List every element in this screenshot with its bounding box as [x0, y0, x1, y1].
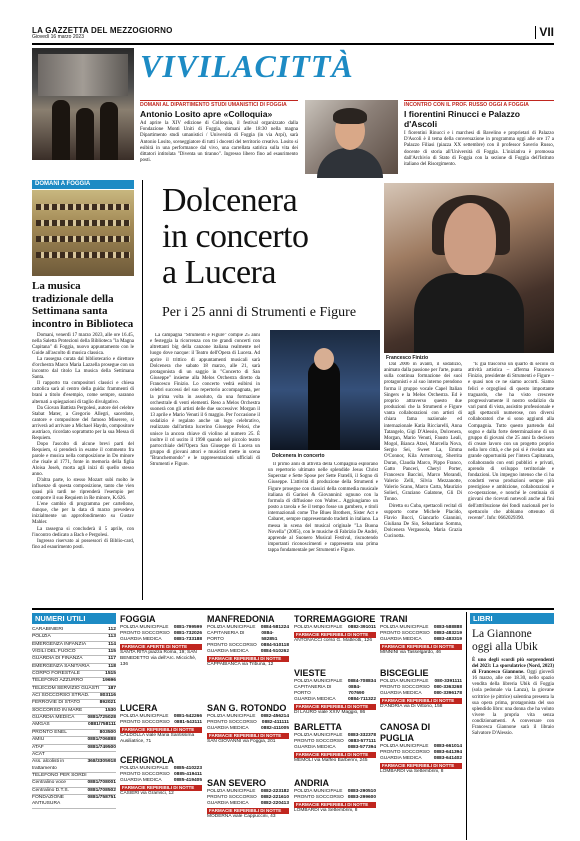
city-number-row [207, 631, 289, 643]
number-value: 080-3396178 [433, 691, 462, 697]
paragraph: Diretta su Cuba, spettacoli recital di supporto come Michele Placido, Flavio Bucci, Giancarlo Giannini, Giuliana De Sio, Sebastiano Somma, Dolcenera Vergassola, Maria Grazia Cucinotta. [384, 503, 462, 540]
concert-photo [270, 330, 380, 450]
pharmacy-address: LOMBARDI via Settembrini, 8 [380, 769, 444, 775]
number-value: 0884-707690 [348, 685, 365, 697]
pharmacy-bar: FARMACIE REPERIBILI DI NOTTE [294, 752, 376, 758]
number-value: 187 [107, 685, 116, 691]
city-name: BARLETTA [294, 722, 342, 732]
number-value: 0882-456214 [260, 714, 289, 719]
number-value: 0883-577111 [348, 739, 376, 745]
number-label: ACAT [32, 751, 45, 757]
number-value: 080-3363268 [433, 685, 462, 691]
paragraph: La rassegna si concluderà il 5 aprile, con l'incontro dedicato a Bach e Pergolesi. [32, 526, 134, 538]
city-name: MANFREDONIA [207, 614, 275, 624]
number-value: 0883-588888 [433, 625, 462, 630]
number-row [32, 795, 116, 809]
pharmacy-bar: FARMACIE REPERIBILI DI NOTTE [294, 802, 376, 808]
city-number-row [294, 795, 376, 801]
number-value: 0885-419411 [173, 772, 202, 778]
paragraph: La rassegna curata dal bibliotecario e direttore d'orchestra Marco Maria Lazzella prosegue con un incontro dal titolo La musica della Settimana Santa. [32, 357, 134, 381]
section-tag: NUMERI UTILI [32, 613, 116, 624]
number-value: 0883-290510 [347, 789, 376, 794]
number-label: POLIZIA MUNICIPALE [380, 744, 429, 749]
choir-photo [32, 190, 134, 276]
pharmacy-bar: FARMACIE APERTE DI NOTTE [120, 644, 202, 650]
number-label: VIGILI DEL FUOCO [32, 649, 76, 655]
article-column [268, 462, 378, 602]
event-photo [32, 48, 134, 160]
article-body: Ad aprire la XIV edizione di Colloquia, il festival organizzato dalla Fondazione Monti Uniti di Foggia, domani alle 18:30 nella magna Dipartimento studi umanistici / Università di Foggia (in via Arpi), sarà Antonio Losito, sceneggiatore di tutti i docenti del territorio creativo. Losito si esibirà in una performance dal vivo, una carrellata satirica sulla vita dei dittatori intitolata "Diventa un tiranno". Ingresso libero fino ad esaurimento posti. [140, 121, 298, 164]
number-label: GUARDIA DI FINANZA [32, 656, 83, 662]
number-value: 118 [108, 663, 116, 669]
number-label: GUARDIA MEDICA [380, 691, 422, 697]
city-number-row [380, 637, 462, 643]
number-value: 0881/725028 [87, 715, 116, 721]
number-label: CAPITANERIA DI PORTO [207, 631, 245, 643]
body-text: Oggi giovedì 16 marzo, alle ore 18.30, nello spazio vendita della libreria Ubik di Foggia (sola pedonale via Lanza), la giovane scrittrice (e pittrice) salentina presenta la sua opera prima, protagonista del suo splendido libro: una donna che ha voluto vivere la propria vita senza condizionamenti. A conversare con Francesca Giannone sarà il libraio Salvatore D'Alessio. [472, 670, 555, 737]
pharmacy-address: SAN GIOVANNI via Foggia, 201 [207, 739, 276, 745]
number-label: GUARDIA MEDICA [380, 756, 422, 762]
pharmacy-bar: FARMACIE REPERIBILI DI NOTTE [294, 704, 376, 710]
number-label: AMIU [32, 737, 45, 743]
number-label: GUARDIA MEDICA [294, 745, 336, 751]
city-block [120, 614, 202, 669]
article-body: I fiorentini Rinucci e i marchesi di Bavelino e proprietari di Palazzo D'Ascoli è il tema della conversazione in programma oggi alle ore 17 a Palazzo Filiasi (piazza XX settembre) con il professor Saverio Russo, docente di storia all'Università di Foggia. L'iniziativa è promossa dall'Archivio di Stato di Foggia con la sezione di Foggia dell'Istituto italiano del Risorgimento. [404, 131, 554, 168]
number-value: 0883-661014 [433, 744, 462, 749]
paragraph: D'altra parte, lo stesso Mozart subì molto le influenze di questa composizione, tanto che vien quasi più tardi ne riprenderà l'esempio per comporre il suo Requiem in Re minore, K.626. [32, 478, 134, 502]
number-label: POLIZIA MUNICIPALE [294, 733, 343, 738]
number-value: 0881-799599 [173, 625, 202, 630]
number-row [32, 722, 116, 729]
city-number-row [380, 756, 462, 762]
pharmacy-address: ANTONACCI corso G. Matteotti, 126 [294, 638, 373, 644]
city-number-row [294, 697, 376, 703]
pharmacy-address: MEMOLI via Maffeo Barberini, 245 [294, 758, 368, 764]
city-block [207, 778, 289, 820]
number-label: POLIZIA MUNICIPALE [120, 766, 169, 771]
number-row [32, 745, 116, 752]
number-value: 0882-221610 [260, 795, 289, 801]
number-value: 0884-581224 [260, 625, 289, 630]
number-value: 0881/749500 [87, 744, 116, 750]
number-label: FERROVIE DI STATO [32, 700, 81, 706]
number-value: 892021 [99, 700, 116, 706]
number-value: 368/3305918 [87, 759, 116, 765]
number-label: POLIZIA MUNICIPALE [294, 789, 343, 794]
main-headline [162, 183, 309, 291]
paragraph: Dal 2006 in avanti, il sodalizio, animato dalla passione per l'arte, punta sulla continua formazione dei suoi protagonisti e al suo interno prendono forma il gruppo vocale Capel Italian Singers e la Melos Orchestra. Ed è proprio attraverso questo due produzioni che la Strumenti e Figure vanta collaborazioni con artisti di chiara fama nazionale ed internazionale Katia Ricciarelli, Anna Tatangelo, Gigi D'Alessio, Dolcenera, Morgan, Mario Venuti, Fausto Leali, Mogol, Bianca Atzei, Marcella Nova, Sergio Sei, Sweet La, Emma O'Connor, Kila Armstrong, Sherrita Duran, Claudia Marco, Pippo Franco, Gatto Panceri, Cheryl Porter, Francesco Baccini, Marco Morandi, Valerio Zelli, Silvia Mezzanotte, Valerio Scanu, Marco Carta, Maurizio Solieri, Graziano Galatone, Gli Di Tonno. [384, 362, 462, 503]
number-label: PRONTO SOCCORSO [120, 720, 170, 726]
pharmacy-address: CASIERI via Gramsci, 12 [120, 791, 174, 797]
headline-line: Dolcenera [162, 182, 298, 219]
number-label: GUARDIA MEDICA [294, 697, 336, 703]
number-label: POLIZIA MUNICIPALE [120, 625, 169, 630]
number-value: 0883-577394 [347, 745, 376, 751]
number-label: CAPITANERIA DI PORTO [294, 685, 332, 697]
number-label: Centralino D.T.S. [32, 787, 69, 793]
number-label: POLIZIA [32, 634, 51, 640]
number-label: PRONTO SOCCORSO [380, 631, 430, 637]
article-body [32, 333, 134, 551]
number-label: GUARDIA MEDICA [207, 801, 249, 807]
number-value: 115 [108, 649, 116, 655]
number-row [32, 737, 116, 744]
city-number-row [120, 778, 202, 784]
number-value: 0881/758751 [87, 794, 116, 800]
number-label: EMERGENZA SANITARIA [32, 663, 90, 669]
number-label: CORPO FORESTALE [32, 671, 81, 677]
article-column [468, 362, 554, 602]
number-value: 0883-641394 [433, 750, 462, 756]
number-row [32, 788, 116, 795]
header-rule [32, 43, 554, 45]
number-value: 0882-411005 [260, 726, 289, 732]
city-number-row [207, 801, 289, 807]
number-value: 0882-391011 [347, 625, 376, 630]
number-label: POLIZIA MUNICIPALE [120, 714, 169, 719]
city-name: CERIGNOLA [120, 755, 174, 765]
number-label: GUARDIA MEDICA [120, 637, 162, 643]
city-number-row [294, 685, 376, 697]
article-kicker: INCONTRO CON IL PROF. RUSSO OGGI A FOGGIA [404, 100, 554, 108]
number-label: TELEFONO AZZURRO [32, 678, 84, 684]
pharmacy-address: LOMBARDI via Settembrini, 8 [294, 808, 358, 814]
portrait-photo [305, 100, 398, 174]
pharmacy-bar: FARMACIE REPERIBILI DI NOTTE [380, 698, 462, 704]
pharmacy-address: MODERNA viale Cappuccini, 43 [207, 814, 276, 820]
number-row [32, 656, 116, 663]
number-label: POLIZIA MUNICIPALE [294, 679, 343, 684]
city-name: CANOSA DI PUGLIA [380, 722, 431, 743]
number-label: GUARDIA MEDICA [380, 637, 422, 643]
paragraph: La campagna "Strumenti e Figure" compie 25 anni e festeggia la ricorrenza con tre grandi concerti con altrettanti big della canzone italiana realmente nel luogo dove nacque: il Teatro dell'Opera di Lucera. Ad aprire il trittico di appuntamenti musicali sarà Dolcenera che sabato 18 marzo, alle 21, sarà protagonista di un saggio in "Concerto di San Giuseppe" insieme alla Melos Orchestra diretto da Francesco Finizio. Lo concerto vedrà esibirsi in celebri successi del suo repertorio accompagnata, per la prima volta in assoluto, da una formazione orchestrale di venti elementi. Reso a Melos Orchestra suonerà con gli artisti delle due successive: Morgan il 13 aprile e Mario Venuti il 6 maggio. Per l'occasione il sodalizio è regalato anche un logo celebrativo, realizzato dall'artista lucerino Giuseppe Pelosi, che unisce la ancora chiave di violino al numero 25. È inoltre il cd uscito il 1998 quando nel piccolo teatro parrocchiale dell'Opera San Giuseppe di Lucera un gruppo di giovani attori e musicisti mette in scena "Branchemondo" e le rappresentazioni ufficiali di Strumenti e Figure. [150, 333, 260, 468]
city-number-row [120, 720, 202, 726]
number-value: 1530 [105, 707, 116, 713]
number-value: 0883-483219 [433, 631, 462, 637]
number-label: AMGAS [32, 722, 50, 728]
city-name: SAN G. ROTONDO [207, 703, 287, 713]
city-block [380, 722, 462, 775]
number-label: SOCCORSO IN MARE [32, 707, 83, 713]
number-label: PRONTO SOCCORSO [207, 720, 257, 726]
section-tag: DOMANI A FOGGIA [32, 180, 134, 189]
city-block [380, 614, 462, 656]
pharmacy-address: SANTA RITA piazza Roma, 19; SAN BENEDETTO via dell'Arc. Miccichè, 136 [120, 650, 197, 668]
city-block [294, 614, 376, 644]
paragraph: Domani, venerdì 17 marzo 2023, alle ore 16.45, nella Saletta Protezioni della Biblioteca "la Magna Capitana" di Foggia, nuovo appuntamento con le Guide all'ascolto di musica classica. [32, 333, 134, 357]
city-name: LUCERA [120, 703, 158, 713]
number-label: PRONTO SOCCORSO [294, 795, 344, 801]
number-value: 803116 [99, 693, 116, 699]
city-block [120, 703, 202, 745]
useful-numbers-list [32, 627, 116, 809]
city-number-row [207, 726, 289, 732]
number-value: 0884-582851 [261, 631, 278, 643]
number-label: FONDAZIONE ANTIUSURA [32, 794, 65, 807]
city-name: BISCEGLIE [380, 668, 429, 678]
city-block [207, 703, 289, 745]
number-value: 0881/708502 [87, 787, 116, 793]
number-value: 0883-483319 [433, 637, 462, 643]
paragraph: L'ene cambio di programma per cartellone, dunque, che per la data di marzo prevedeva inizialmente un approfondimento su Gustav Mahler. [32, 502, 134, 526]
city-block [294, 778, 376, 814]
number-label: GUARDIA MEDICA [32, 715, 75, 721]
number-value: 114 [108, 641, 116, 647]
number-value: 0882-220413 [260, 801, 289, 807]
dateline: Giovedì 16 marzo 2023 [32, 34, 84, 40]
city-name: FOGGIA [120, 614, 156, 624]
number-row [32, 634, 116, 641]
number-label: PRONTO SOCCORSO [207, 795, 257, 801]
number-label: PRONTO SOCCORSO [120, 772, 170, 778]
number-row [32, 686, 116, 693]
pharmacy-bar: FARMACIE REPERIBILI DI NOTTE [120, 785, 202, 791]
number-value: 0881-543111 [174, 720, 202, 726]
pharmacy-address: CALDOLLA viale Maria Santissima Ausiliatrice, 71 [120, 733, 195, 745]
city-number-row [294, 625, 376, 631]
city-number-row [380, 691, 462, 697]
masthead: LA GAZZETTA DEL MEZZOGIORNO [32, 26, 173, 35]
number-value: 1515 [105, 671, 116, 677]
article-headline: Antonio Losito apre «Colloquia» [140, 109, 273, 119]
number-label: CARABINIERI [32, 627, 64, 632]
number-label: PRONTO SOCCORSO [294, 739, 344, 745]
number-label: POLIZIA MUNICIPALE [380, 679, 429, 684]
section-title: VIVILACITTÀ [140, 48, 354, 84]
city-number-row [294, 745, 376, 751]
number-label: ATAF [32, 744, 44, 750]
pharmacy-address: CAPPABIANCA via Tribuna, 12 [207, 662, 274, 668]
city-block [380, 668, 462, 710]
number-value: 0885-419405 [173, 778, 202, 784]
number-value: 19696 [102, 678, 116, 684]
number-row [32, 759, 116, 773]
page-header [32, 26, 554, 42]
number-label: Centralino voce [32, 780, 66, 786]
number-value: 113 [108, 634, 116, 640]
number-label: TELEFONO PER SORDI [32, 772, 87, 778]
pharmacy-address: D'ANDRIA via Di Vittorio, 158 [380, 704, 443, 710]
number-label: POLIZIA MUNICIPALE [207, 789, 256, 794]
photo-caption: Francesco Finizio [386, 355, 429, 361]
number-row [32, 678, 116, 685]
city-name: ANDRIA [294, 778, 329, 788]
city-name: VIESTE [294, 668, 327, 678]
city-name: TRANI [380, 614, 408, 624]
number-value: 0881-733188 [173, 637, 202, 643]
dolcenera-photo [384, 183, 554, 353]
number-label: PRONTO SOCCORSO [207, 643, 257, 649]
article-kicker: DOMANI AL DIPARTIMENTO STUDI UMANISTICI DI FOGGIA [140, 100, 298, 108]
city-name: SAN SEVERO [207, 778, 267, 788]
pharmacy-bar: FARMACIE REPERIBILI DI NOTTE [120, 727, 202, 733]
number-value: 0884-708834 [347, 679, 376, 684]
city-name: TORREMAGGIORE [294, 614, 376, 624]
section-header [140, 48, 554, 100]
number-label: PRONTO SOCCORSO [120, 631, 170, 637]
headline-line: in concerto [162, 218, 309, 255]
paragraph: Ingresso riservato ai possessori di Biblio-card, fino ad esaurimento posti. [32, 538, 134, 550]
number-value: 117 [108, 656, 116, 662]
paragraph: Da Giovan Battista Pergolesi, autore del celebre Stabat Mater, a Gregorio Allegri, sacerdote, cantore e compositore del famoso Miserere, si arriverà ad arrivare a Michael Haydn, compositore austriaco, ricordato soprattutto per la sua Messa di Requiem. [32, 405, 134, 441]
pharmacy-bar: FARMACIE REPERIBILI DI NOTTE [380, 763, 462, 769]
number-label: TELECOM SERVIZIO GUASTI [32, 685, 100, 691]
number-value: 0884-711322 [347, 697, 376, 703]
number-row [32, 780, 116, 787]
number-value: 0883-332378 [347, 733, 376, 738]
lead-text: È uno degli scordi più sorprendenti del 2023: La sporulatrice (Nord, 2023) di Francesco Giannone. [472, 658, 554, 676]
paragraph: Il primo anni di attività della Compagnia esplorano un repertorio ultimato nelle splendide Jesus Christ Superstar e Sette Spose per Sette Fratelli, il Sogno di Giuseppe. L'attività di produzione della Strumenti e Figure prosegue con classici della commedia musicale italiana di Garinei & Giovannini: ognuno con la formula di diffusione con Walter... Aggiungiamo un posto a tavola e Se il tempo fosse un gambero, e titoli internazionali come The Blues Brothers, Sister Act e Cabaret, sempre rappresentando tradotti in italiano. La messa in scena del musical originale "La Buona Novella" (2005), con le musiche di Fabrizio De André, apprende al Suonero Musical Festival, riscuotendo importanti riconoscimenti e rappresenta una prima tappa fondamentale per Strumenti e Figure. [268, 462, 378, 554]
article-headline: La Giannone oggi alla Ubik [472, 628, 538, 653]
column-divider [466, 612, 467, 840]
number-label: ACI SOCCORSO STRAD. [32, 693, 90, 699]
pharmacy-bar: FARMACIE REPERIBILI DI NOTTE [294, 632, 376, 638]
number-label: PRONTO SOCCORSO [380, 750, 430, 756]
number-value: 0883-641402 [433, 756, 462, 762]
number-value: 0884-510262 [260, 649, 289, 655]
headline-line: a Lucera [162, 254, 276, 291]
number-label: GUARDIA MEDICA [120, 778, 162, 784]
number-value: 0881/758111 [87, 722, 116, 728]
article-column [150, 333, 260, 603]
number-value: 0882-223182 [260, 789, 289, 794]
pharmacy-bar: FARMACIE REPERIBILI DI NOTTE [207, 733, 289, 739]
number-label: GUARDIA MEDICA [207, 726, 249, 732]
city-number-row [120, 637, 202, 643]
section-rule [32, 608, 554, 610]
number-row [32, 642, 116, 649]
pharmacy-address: MINNINI via Tasselgardo, 46 [380, 650, 441, 656]
paragraph: Dopo l'ascolto di alcune brevi parti del Requiem, si prenderà in esame il commento fra parole e musica nella composizione in Do minore che risale al 1771, fonte in memoria della figlia Aloisa Joseh, morta agli inizi di quello stesso anno. [32, 441, 134, 478]
number-value: 0885-410223 [173, 766, 202, 771]
photo-caption: Dolcenera in concerto [272, 453, 325, 459]
number-value: 112 [108, 627, 116, 632]
column-divider [142, 180, 143, 600]
number-label: POLIZIA MUNICIPALE [380, 625, 429, 630]
number-value: 0881/708001 [87, 780, 116, 786]
paragraph: Il rapporto tra compositori classici e chiesa cattolica sarà al centro della guida: frammenti di brani a titolo d'esempio, come sempre, saranno alternati a spiegazioni di taglio divulgativo. [32, 381, 134, 405]
article-headline: I fiorentini Rinucci e Palazzo d'Ascoli [404, 109, 521, 129]
number-label: PRONTO ENEL [32, 729, 67, 735]
city-block [120, 755, 202, 797]
article-column [384, 362, 462, 602]
page-number: VII [535, 26, 554, 39]
number-label: GUARDIA MEDICA [207, 649, 249, 655]
article-body [472, 658, 554, 737]
number-value: 080-3391111 [434, 679, 462, 684]
city-block [294, 722, 376, 764]
number-label: EMERGENZA INFANZIA [32, 641, 87, 647]
number-label: POLIZIA MUNICIPALE [207, 714, 256, 719]
number-label: POLIZIA MUNICIPALE [207, 625, 256, 630]
pharmacy-bar: FARMACIE REPERIBILI DI NOTTE [207, 656, 289, 662]
number-value: 803500 [99, 729, 116, 735]
number-label: Ass. alcolisti in trattamento [32, 759, 65, 771]
number-row [32, 700, 116, 707]
city-number-row [207, 649, 289, 655]
main-subtitle: Per i 25 anni di Strumenti e Figure [162, 305, 357, 320]
number-value: 0884-510118 [260, 643, 289, 649]
city-block [207, 614, 289, 669]
pharmacy-bar: FARMACIE REPERIBILI DI NOTTE [380, 644, 462, 650]
number-value: 0881-542266 [173, 714, 202, 719]
number-label: POLIZIA MUNICIPALE [294, 625, 343, 630]
pharmacy-bar: FARMACIE REPERIBILI DI NOTTE [207, 808, 289, 814]
number-value: 0882-411111 [261, 720, 289, 726]
paragraph: "È già trascorso un quarto di secolo di attività artistica – afferma Francesco Finizio, presidente di Strumenti e Figure – e quasi non ce ne siamo accorti. Siamo felici e orgogliosi di questo importante traguardo, che ha visto crescere progressivamente il nostro sodalizio da vari punti di vista, assistito professionale e agli spettacoli numerose, con diversi collaboratori che si sono aggiunti alla Compagnia. Tutto questo partendo dal sogno e dalla forte determinazione di un gruppo di giovani che 25 anni fa decisero di creare lavoro con un progetto proprio nella loro città, e che poi si è rivelato una grande opportunità per l'intera Capitanata, collaborando con enti pubblici e privati, aprendo di sviluppo territoriale e fondazioni. Un impegno intenso che ci ha condotti verso produzioni sempre più prestigiose e ambizione, collaborazioni e co-operazione, e nonché le centinaia di giovani che ricevuti notevoli anche ai fini dell'attribuzione dei fondi nazionali per lo spettacolo che abbiamo ottenuto di recente". Info: 0662029390. [468, 362, 554, 521]
number-row [32, 664, 116, 671]
pharmacy-address: DI LAURO viale XXIV Maggio, 86 [294, 710, 366, 716]
number-value: 0883-299600 [347, 795, 376, 801]
number-value: 0881/706888 [87, 737, 116, 743]
city-block [294, 668, 376, 716]
article-headline: La musica tradizionale della Settimana santa incontro in Biblioteca [32, 280, 134, 330]
number-label: PRONTO SOCCORSO [380, 685, 430, 691]
section-tag: LIBRI [470, 613, 554, 624]
number-value: 0881-732026 [173, 631, 202, 637]
